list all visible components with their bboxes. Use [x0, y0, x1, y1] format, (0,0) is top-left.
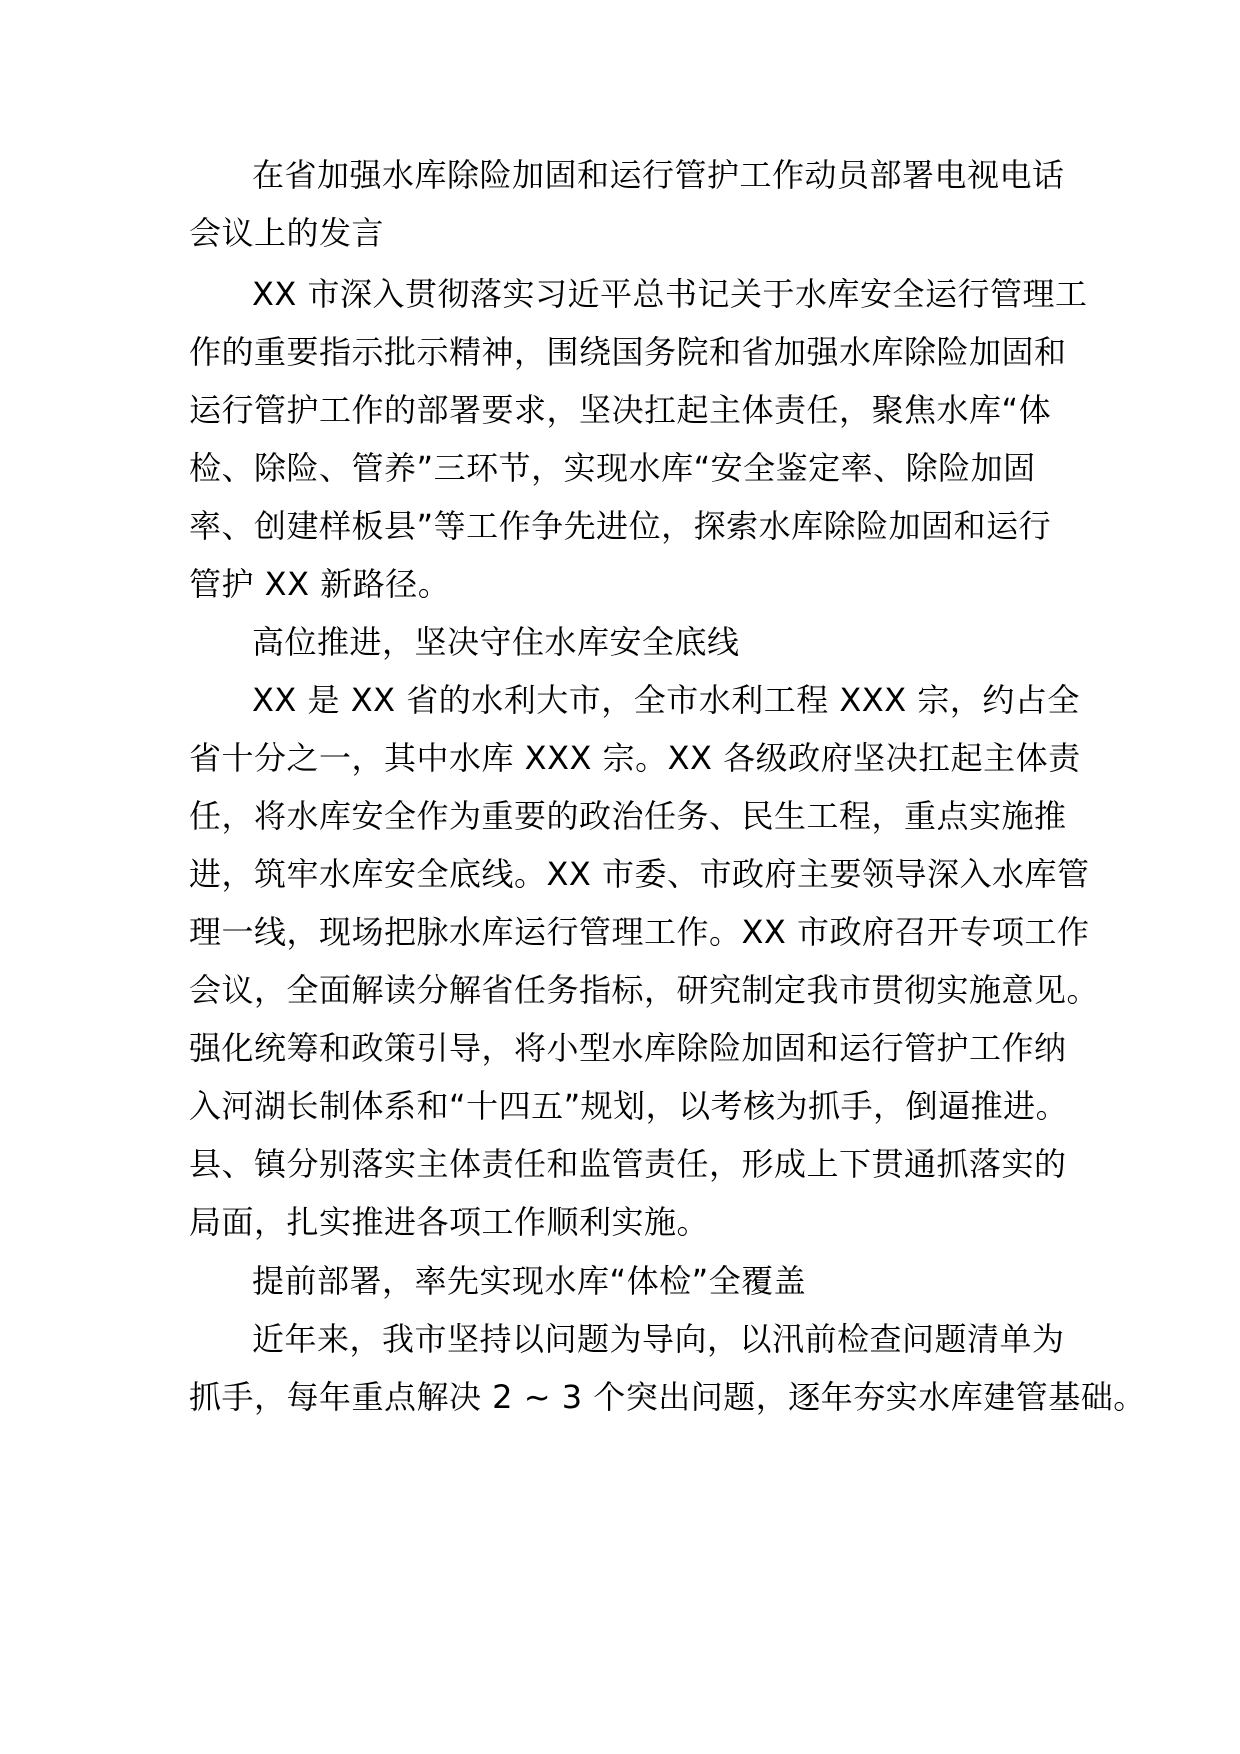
paragraph-1-line-4: 检、除险、管养”三环节，实现水库“安全鉴定率、除险加固 [189, 449, 1036, 487]
paragraph-2-line-8: 入河湖长制体系和“十四五”规划，以考核为抓手，倒逼推进。 [189, 1087, 1069, 1125]
section-heading-1: 高位推进，坚决守住水库安全底线 [252, 623, 740, 661]
paragraph-2-line-1: XX 是 XX 省的水利大市，全市水利工程 XXX 宗，约占全 [252, 681, 1080, 719]
paragraph-2-line-10: 局面，扎实推进各项工作顺利实施。 [189, 1203, 710, 1241]
title-line-1: 在省加强水库除险加固和运行管护工作动员部署电视电话 [252, 156, 1065, 194]
paragraph-2-line-6: 会议，全面解读分解省任务指标，研究制定我市贯彻实施意见。 [189, 971, 1100, 1009]
paragraph-2-line-2: 省十分之一，其中水库 XXX 宗。XX 各级政府坚决扛起主体责 [189, 739, 1081, 777]
paragraph-2-line-4: 进，筑牢水库安全底线。XX 市委、市政府主要领导深入水库管 [189, 855, 1090, 893]
section-heading-2: 提前部署，率先实现水库“体检”全覆盖 [252, 1262, 807, 1300]
title-line-2: 会议上的发言 [189, 214, 385, 252]
paragraph-2-line-9: 县、镇分别落实主体责任和监管责任，形成上下贯通抓落实的 [189, 1145, 1067, 1183]
paragraph-3-line-1: 近年来，我市坚持以问题为导向，以汛前检查问题清单为 [252, 1320, 1065, 1358]
paragraph-1-line-1: XX 市深入贯彻落实习近平总书记关于水库安全运行管理工 [252, 275, 1088, 313]
paragraph-2-line-5: 理一线，现场把脉水库运行管理工作。XX 市政府召开专项工作 [189, 913, 1090, 951]
paragraph-1-line-3: 运行管护工作的部署要求，坚决扛起主体责任，聚焦水库“体 [189, 391, 1052, 429]
paragraph-2-line-7: 强化统筹和政策引导，将小型水库除险加固和运行管护工作纳 [189, 1029, 1067, 1067]
paragraph-3-line-2: 抓手，每年重点解决 2 ~ 3 个突出问题，逐年夯实水库建管基础。 [189, 1378, 1146, 1416]
paragraph-1-line-5: 率、创建样板县”等工作争先进位，探索水库除险加固和运行 [189, 507, 1052, 545]
paragraph-1-line-2: 作的重要指示批示精神，围绕国务院和省加强水库除险加固和 [189, 333, 1067, 371]
paragraph-1-line-6: 管护 XX 新路径。 [189, 565, 451, 603]
paragraph-2-line-3: 任，将水库安全作为重要的政治任务、民生工程，重点实施推 [189, 797, 1067, 835]
